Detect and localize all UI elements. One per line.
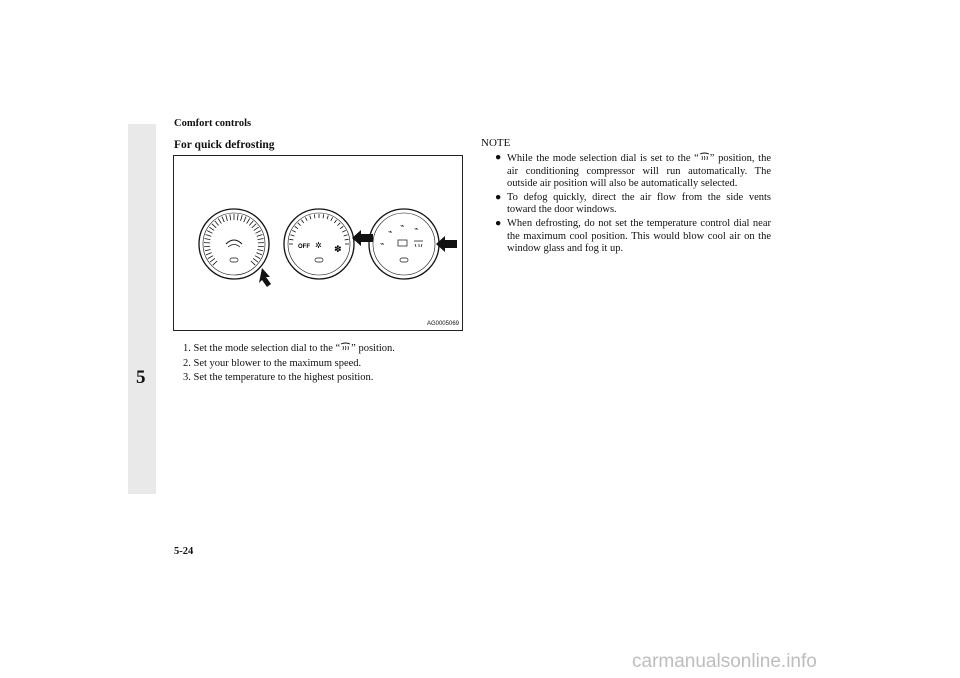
- fan-high-icon: ✽: [334, 245, 342, 255]
- fan-low-icon: ✲: [315, 241, 322, 250]
- section-title: For quick defrosting: [174, 139, 275, 151]
- step-1: 1. Set the mode selection dial to the “ ” position.: [183, 343, 395, 354]
- defroster-icon: [340, 342, 351, 352]
- bullet-icon: ●: [495, 217, 502, 229]
- temperature-dial-icon: [199, 209, 269, 279]
- defroster-icon: [699, 152, 710, 162]
- step-2: 2. Set your blower to the maximum speed.: [183, 357, 362, 369]
- svg-text:⌁: ⌁: [400, 222, 405, 230]
- running-header: Comfort controls: [174, 118, 252, 129]
- note-item: ● When defrosting, do not set the temperature control dial near the maximum cool position. This would blow cool air on the window glass and fog it up.: [495, 217, 771, 255]
- watermark: carmanualsonline.info: [632, 651, 817, 672]
- bullet-icon: ●: [495, 191, 502, 203]
- note-item: ● While the mode selection dial is set to the “ ” position, the air conditioning compressor will run automatically. The outside air position will also be automatically selected.: [495, 152, 771, 190]
- blower-speed-dial-icon: [284, 209, 354, 279]
- climate-control-figure: [173, 155, 463, 331]
- blower-off-label: OFF: [298, 244, 310, 250]
- step-3: 3. Set the temperature to the highest position.: [183, 372, 374, 383]
- instruction-steps: [183, 342, 395, 386]
- chapter-side-tab: [128, 124, 156, 494]
- mode-selection-dial-icon: [369, 209, 439, 279]
- note-item: ● To defog quickly, direct the air flow from the side vents toward the door windows.: [495, 191, 771, 216]
- bullet-icon: ●: [495, 152, 502, 163]
- page-number: 5-24: [174, 546, 194, 557]
- figure-code: AG0005069: [426, 321, 459, 327]
- climate-control-illustration: [174, 156, 462, 330]
- note-list: [495, 152, 771, 257]
- svg-text:⌁: ⌁: [380, 240, 385, 248]
- svg-text:⌁: ⌁: [388, 228, 393, 236]
- note-heading: NOTE: [481, 137, 511, 149]
- chapter-number: 5: [136, 367, 146, 388]
- svg-text:⌁: ⌁: [414, 225, 419, 233]
